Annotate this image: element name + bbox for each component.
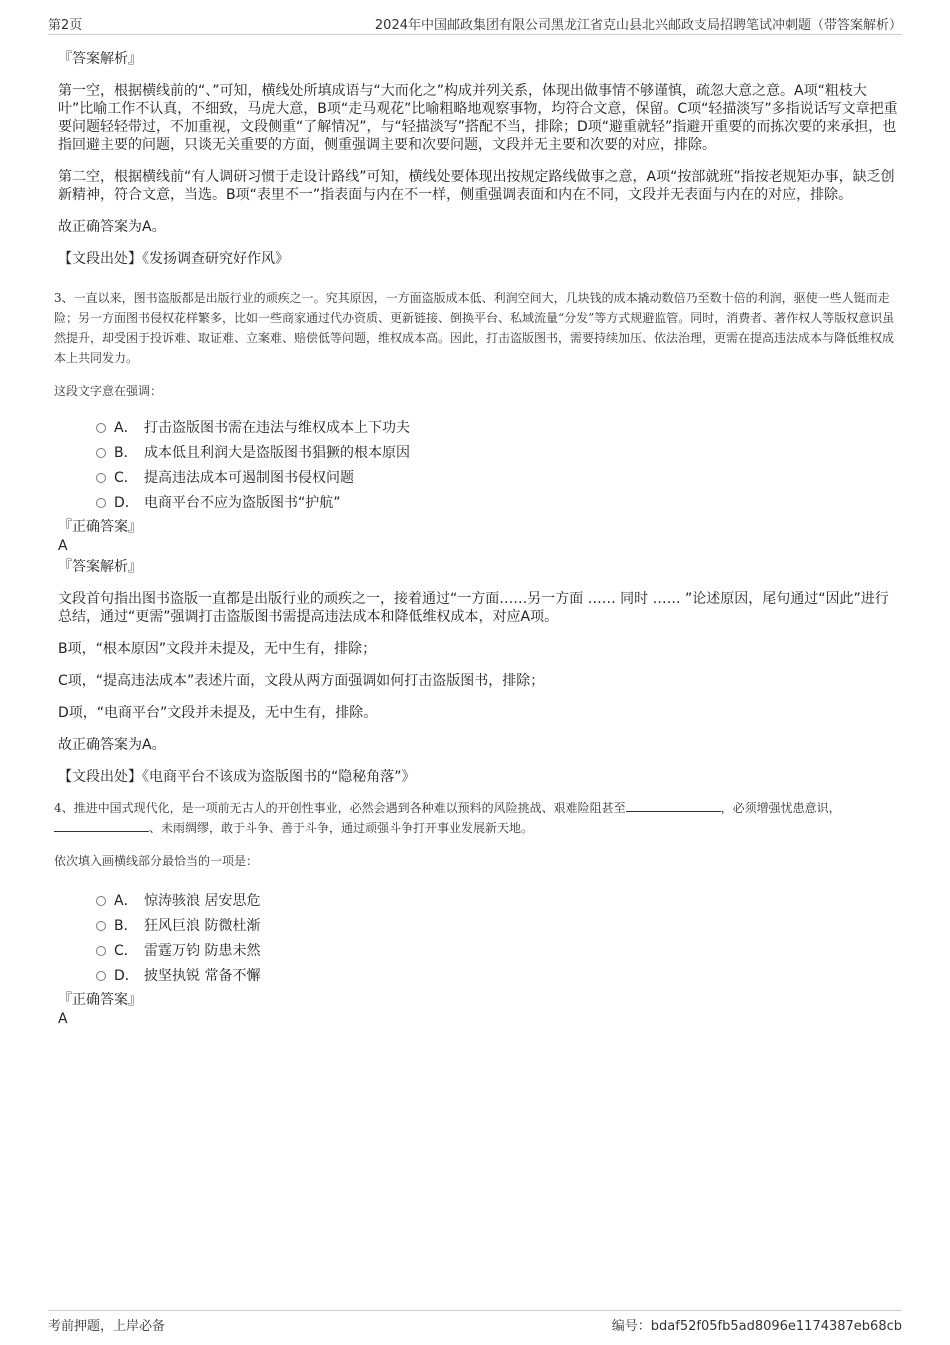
radio-icon[interactable] (96, 498, 106, 508)
document-title: 2024年中国邮政集团有限公司黑龙江省克山县北兴邮政支局招聘笔试冲刺题（带答案解析） (374, 18, 902, 33)
analysis-paragraph: 第一空，根据横线前的“、”可知，横线处所填成语与“大而化之”构成并列关系，体现出做事情不够谨慎，疏忽大意之意。A项“粗枝大叶”比喻工作不认真，不细致，马虎大意，B项“走马观花”比喻粗略地观察事物，均符合文意，保留。C项“轻描淡写”多指说话写文章把重要问题轻轻带过，不加重视，文段侧重“了解情况”，与“轻描淡写”搭配不当，排除；D项“避重就轻”指避开重要的而拣次要的来承担，也指回避主要的问题，只谈无关重要的方面，侧重强调主要和次要问题，文段并无主要和次要的对应，排除。 (58, 83, 898, 153)
option-key: B． (114, 445, 138, 461)
analysis-paragraph: C项，“提高违法成本”表述片面，文段从两方面强调如何打击盗版图书，排除； (58, 673, 545, 689)
option-text: 提高违法成本可遏制图书侵权问题 (144, 470, 354, 486)
option-text: 成本低且利润大是盗版图书猖獗的根本原因 (144, 445, 410, 461)
option-text: 惊涛骇浪 居安思危 (144, 893, 261, 909)
analysis-label: 『答案解析』 (58, 559, 142, 575)
radio-icon[interactable] (96, 921, 106, 931)
document-id: 编号：bdaf52f05fb5ad8096e1174387eb68cb (611, 1319, 902, 1334)
option-a[interactable] (48, 889, 902, 914)
conclusion-text: 故正确答案为A。 (58, 219, 166, 235)
analysis-label: 『答案解析』 (58, 51, 142, 67)
option-d[interactable] (48, 491, 902, 516)
option-key: D． (114, 495, 139, 511)
analysis-paragraph: 文段首句指出图书盗版一直都是出版行业的顽疾之一，接着通过“一方面……另一方面 …… 同时 …… ”论述原因，尾句通过“因此”进行总结，通过“更需”强调打击盗版图书需提高违法成本和降低维权成本，对应A项。 (58, 591, 889, 625)
option-text: 披坚执锐 常备不懈 (144, 968, 261, 984)
option-key: A． (114, 420, 138, 436)
option-key: A． (114, 893, 138, 909)
option-c[interactable] (48, 939, 902, 964)
footer-slogan: 考前押题，上岸必备 (48, 1319, 166, 1334)
analysis-paragraph: D项，“电商平台”文段并未提及，无中生有，排除。 (58, 705, 378, 721)
radio-icon[interactable] (96, 896, 106, 906)
option-key: D． (114, 968, 139, 984)
options-list (48, 889, 902, 989)
option-key: C． (114, 470, 138, 486)
option-b[interactable] (48, 441, 902, 466)
radio-icon[interactable] (96, 448, 106, 458)
options-list (48, 416, 902, 516)
answer-label: 『正确答案』 (58, 519, 142, 535)
question-prompt: 依次填入画横线部分最恰当的一项是： (54, 854, 259, 868)
radio-icon[interactable] (96, 473, 106, 483)
analysis-paragraph: 第二空，根据横线前“有人调研习惯于走设计路线”可知，横线处要体现出按规定路线做事之意，A项“按部就班”指按老规矩办事，缺乏创新精神，符合文意，当选。B项“表里不一”指表面与内在不一样，侧重强调表面和内在不同，文段并无表面与内在的对应，排除。 (58, 169, 895, 203)
option-c[interactable] (48, 466, 902, 491)
option-text: 电商平台不应为盗版图书“护航” (144, 495, 341, 511)
stem-part: 、未雨绸缪，敢于斗争、善于斗争，通过顽强斗争打开事业发展新天地。 (149, 821, 534, 835)
question-prompt: 这段文字意在强调： (54, 384, 163, 398)
fill-blank (626, 799, 721, 812)
fill-blank (54, 819, 149, 832)
analysis-paragraph: B项，“根本原因”文段并未提及，无中生有，排除； (58, 641, 377, 657)
option-text: 打击盗版图书需在违法与维权成本上下功夫 (144, 420, 410, 436)
page-content (48, 40, 902, 1027)
radio-icon[interactable] (96, 423, 106, 433)
stem-part: ，必须增强忧患意识， (720, 801, 841, 815)
radio-icon[interactable] (96, 971, 106, 981)
source-citation: 【文段出处】《发扬调查研究好作风》 (58, 251, 289, 267)
option-text: 雷霆万钧 防患未然 (144, 943, 261, 959)
answer-value: A (58, 538, 68, 554)
source-citation: 【文段出处】《电商平台不该成为盗版图书的“隐秘角落”》 (58, 769, 416, 785)
option-a[interactable] (48, 416, 902, 441)
page-footer (48, 1310, 902, 1335)
page-number: 第2页 (48, 18, 83, 33)
option-key: C． (114, 943, 138, 959)
stem-part: 4、推进中国式现代化，是一项前无古人的开创性事业，必然会遇到各种难以预料的风险挑战、艰难险阻甚至 (54, 801, 626, 815)
conclusion-text: 故正确答案为A。 (58, 737, 166, 753)
option-b[interactable] (48, 914, 902, 939)
answer-label: 『正确答案』 (58, 992, 142, 1008)
answer-value: A (58, 1011, 68, 1027)
page-header (48, 14, 902, 35)
option-text: 狂风巨浪 防微杜渐 (144, 918, 261, 934)
question-stem: 3、一直以来，图书盗版都是出版行业的顽疾之一。究其原因，一方面盗版成本低、利润空间大，几块钱的成本撬动数倍乃至数十倍的利润，驱使一些人铤而走险；另一方面图书侵权花样繁多，比如一些商家通过代办资质、更新链接、倒换平台、私域流量“分发”等方式规避监管。同时，消费者、著作权人等版权意识虽然提升，却受困于投诉难、取证难、立案难、赔偿低等问题，维权成本高。因此，打击盗版图书，需要持续加压、依法治理，更需在提高违法成本与降低维权成本上共同发力。 (54, 291, 895, 365)
option-d[interactable] (48, 964, 902, 989)
question-stem (54, 798, 902, 838)
option-key: B． (114, 918, 138, 934)
radio-icon[interactable] (96, 946, 106, 956)
